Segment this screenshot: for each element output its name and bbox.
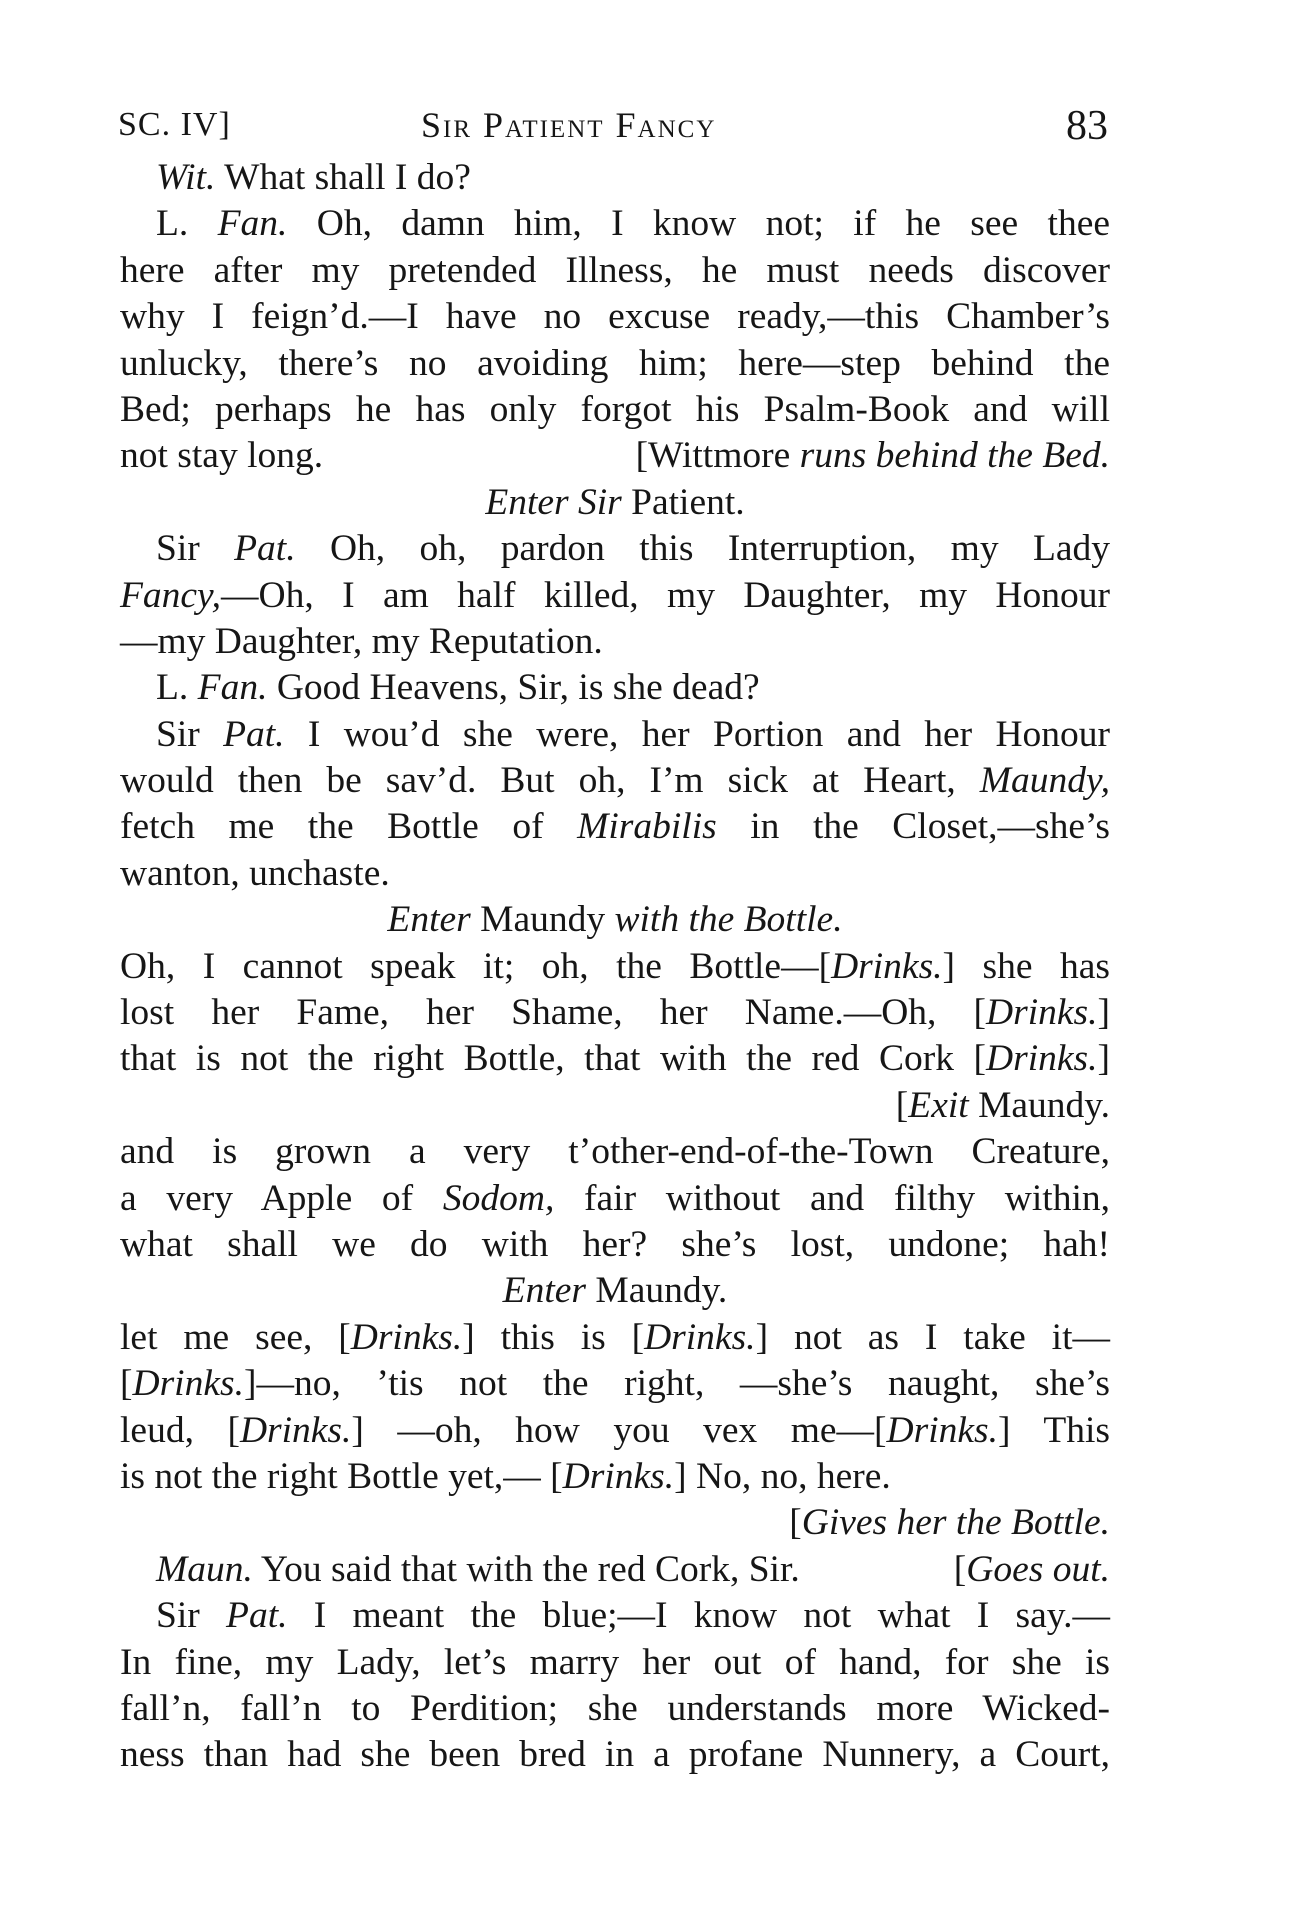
running-header	[118, 102, 1108, 152]
text-line-6: Bed; perhaps he has only forgot his Psalm-Book and will	[120, 388, 1110, 430]
text-line-20: that is not the right Bottle, that with the red Cork [Drinks.]	[120, 1038, 1110, 1080]
text-line-34: fall’n, fall’n to Perdition; she understands more Wicked-	[120, 1687, 1110, 1729]
stage-direction-bottle: [Gives her the Bottle.	[789, 1502, 1110, 1544]
text-line-16: wanton, unchaste.	[120, 852, 390, 894]
stage-entry-1: Enter Sir Patient.	[485, 481, 745, 523]
text-line-5: unlucky, there’s no avoiding him; here—step behind the	[120, 342, 1110, 384]
page-number: 83	[1066, 103, 1108, 149]
text-line-9: Sir Pat. Oh, oh, pardon this Interruption, my Lady	[156, 528, 1111, 570]
text-line-27: [Drinks.]—no, ’tis not the right, —she’s naught, she’s	[120, 1363, 1110, 1405]
text-line-23: a very Apple of Sodom, fair without and filthy within,	[120, 1177, 1111, 1219]
text-line-35: ness than had she been bred in a profane Nunnery, a Court,	[120, 1734, 1110, 1776]
text-line-15: fetch me the Bottle of Mirabilis in the Closet,—she’s	[120, 806, 1110, 848]
scene-marker: SC. IV]	[118, 106, 231, 143]
text-line-12: L. Fan. Good Heavens, Sir, is she dead?	[156, 667, 760, 709]
text-line-28: leud, [Drinks.] —oh, how you vex me—[Drinks.] This	[120, 1409, 1110, 1451]
text-line-4: why I feign’d.—I have no excuse ready,—this Chamber’s	[120, 296, 1110, 338]
text-line-7: not stay long. [Wittmore runs behind the Bed.	[120, 433, 1110, 479]
stage-direction-goes-out: [Goes out.	[953, 1548, 1110, 1590]
text-line-3: here after my pretended Illness, he must needs discover	[120, 249, 1110, 291]
stage-exit: [Exit Maundy.	[895, 1084, 1110, 1126]
text-line-13: Sir Pat. I wou’d she were, her Portion and her Honour	[156, 713, 1111, 755]
text-line-24: what shall we do with her? she’s lost, undone; hah!	[120, 1223, 1110, 1265]
text-line-2: L. Fan. Oh, damn him, I know not; if he see thee	[156, 203, 1110, 245]
text-line-22: and is grown a very t’other-end-of-the-Town Creature,	[120, 1131, 1110, 1173]
text-line-11: —my Daughter, my Reputation.	[120, 620, 603, 662]
text-line-19: lost her Fame, her Shame, her Name.—Oh, [Drinks.]	[120, 992, 1110, 1034]
stage-direction: [Wittmore runs behind the Bed.	[635, 435, 1110, 477]
text-line-14: would then be sav’d. But oh, I’m sick at Heart, Maundy,	[120, 760, 1110, 802]
text-line-31: Maun. You said that with the red Cork, Sir. [Goes out.	[120, 1547, 1110, 1593]
text-line-33: In fine, my Lady, let’s marry her out of hand, for she is	[120, 1641, 1110, 1683]
text-line-10: Fancy,—Oh, I am half killed, my Daughter, my Honour	[120, 574, 1110, 616]
running-title: Sir Patient Fancy	[421, 105, 717, 145]
text-line-1: Wit. What shall I do?	[156, 157, 471, 198]
text-line-32: Sir Pat. I meant the blue;—I know not what I say.—	[156, 1595, 1110, 1637]
stage-entry-3: Enter Maundy.	[502, 1270, 728, 1312]
text-line-26: let me see, [Drinks.] this is [Drinks.] not as I take it—	[120, 1316, 1110, 1358]
text-line-29: is not the right Bottle yet,— [Drinks.] No, no, here.	[120, 1455, 891, 1497]
stage-entry-2: Enter Maundy with the Bottle.	[387, 899, 843, 941]
text-line-18: Oh, I cannot speak it; oh, the Bottle—[Drinks.] she has	[120, 945, 1110, 987]
play-text	[120, 155, 1110, 1779]
